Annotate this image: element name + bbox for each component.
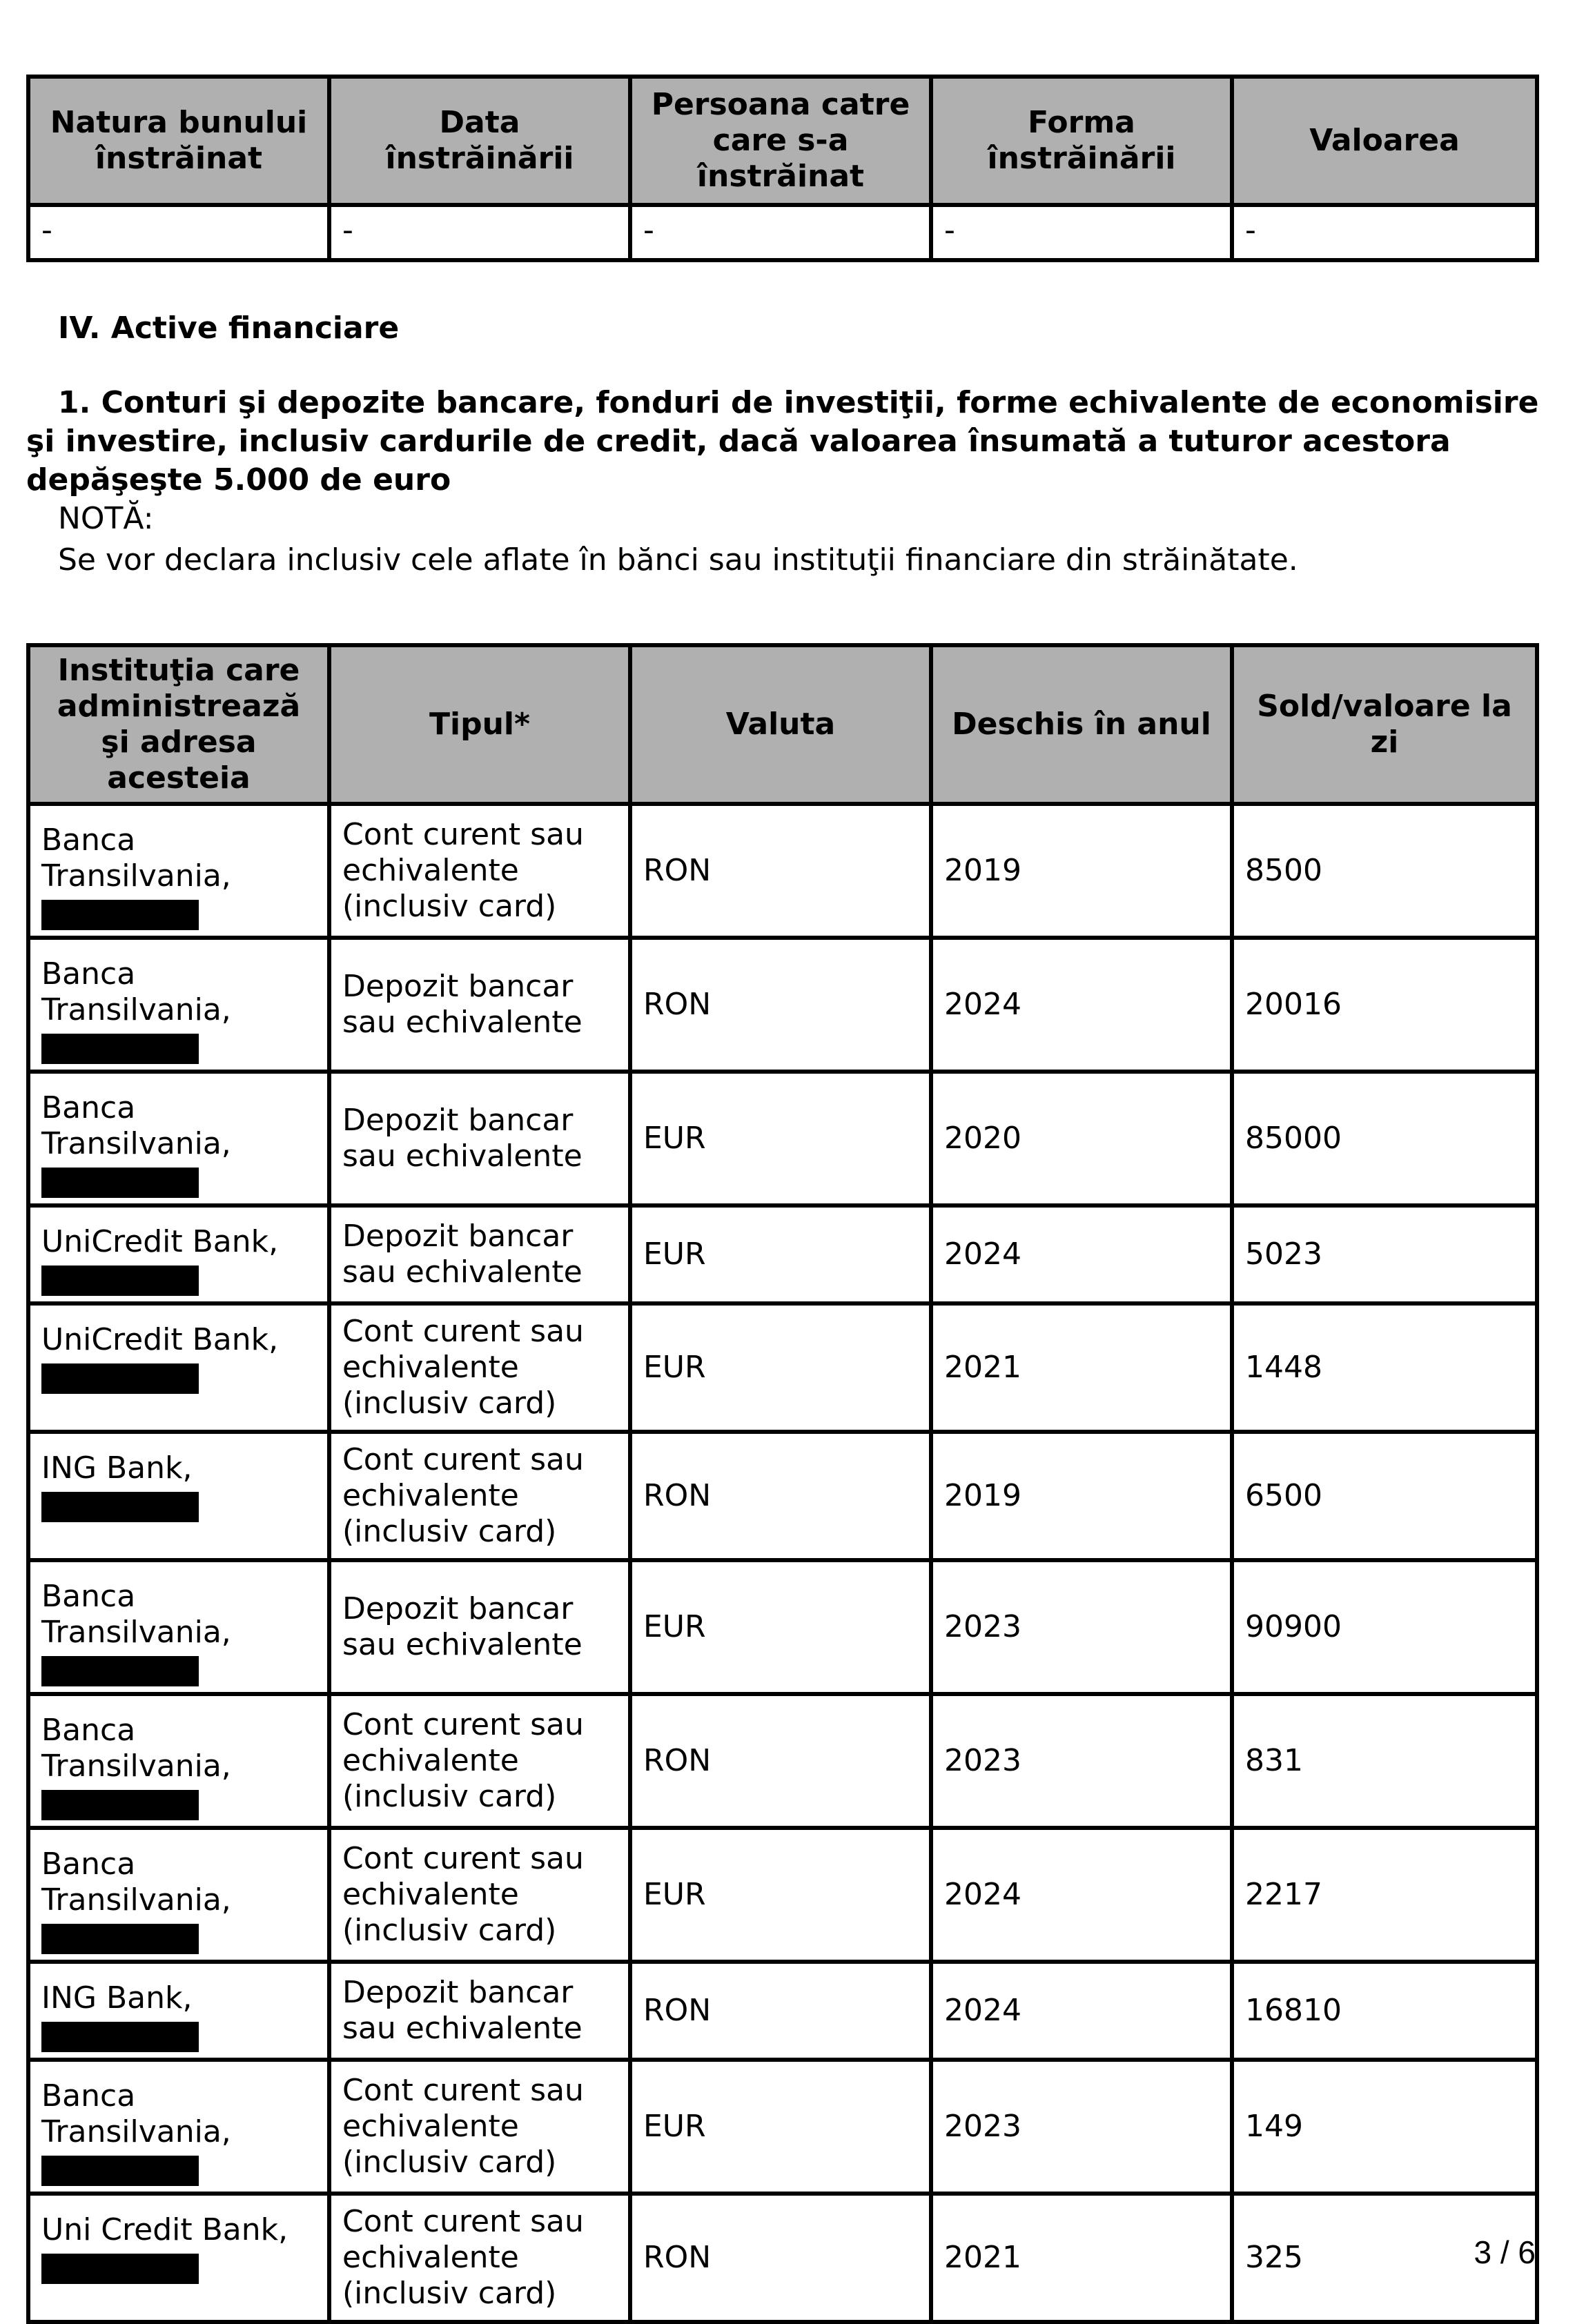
institution-name: Banca Transilvania, (41, 1847, 231, 1918)
table-header-row (28, 645, 1537, 804)
table-row (28, 938, 1537, 1072)
institution-name: Banca Transilvania, (41, 2078, 231, 2149)
currency-cell: RON (630, 1962, 931, 2060)
balance-cell: 20016 (1232, 938, 1537, 1072)
institution-name: Banca Transilvania, (41, 1579, 231, 1650)
table-cell: - (1232, 205, 1537, 260)
institution-name: Banca Transilvania, (41, 1090, 231, 1161)
balance-cell: 2217 (1232, 1828, 1537, 1962)
currency-cell: EUR (630, 2060, 931, 2194)
header-cell: Forma înstrăinării (931, 77, 1232, 205)
table-row (28, 804, 1537, 938)
table-row (28, 1205, 1537, 1303)
redacted-address (41, 1492, 199, 1522)
year-cell: 2023 (931, 2060, 1232, 2194)
table-cell: - (28, 205, 329, 260)
type-cell: Depozit bancar sau echivalente (329, 1962, 630, 2060)
table-row (28, 1560, 1537, 1694)
institution-cell (28, 938, 329, 1072)
currency-cell: RON (630, 938, 931, 1072)
currency-cell: RON (630, 1694, 931, 1828)
type-cell: Depozit bancar sau echivalente (329, 1205, 630, 1303)
type-cell: Cont curent sau echivalente (inclusiv card) (329, 2060, 630, 2194)
note-text: Se vor declara inclusiv cele aflate în bănci sau instituţii financiare din străinătate. (58, 542, 1298, 578)
year-cell: 2023 (931, 1694, 1232, 1828)
institution-name: ING Bank, (41, 1450, 193, 1486)
table-row (28, 1303, 1537, 1432)
table-row (28, 1432, 1537, 1560)
type-cell: Cont curent sau echivalente (inclusiv card) (329, 804, 630, 938)
institution-cell (28, 1303, 329, 1432)
redacted-address (41, 2254, 199, 2284)
currency-cell: EUR (630, 1560, 931, 1694)
financial-accounts-table (26, 643, 1539, 2324)
type-cell: Cont curent sau echivalente (inclusiv card) (329, 1432, 630, 1560)
institution-name: Uni Credit Bank, (41, 2212, 288, 2247)
table-cell: - (630, 205, 931, 260)
institution-cell (28, 2194, 329, 2322)
table-row (28, 205, 1537, 260)
type-cell: Depozit bancar sau echivalente (329, 1560, 630, 1694)
section-subtitle: 1. Conturi şi depozite bancare, fonduri de investiţii, forme echivalente de economisire şi investire, inclusiv cardurile de credit, dacă valoarea însumată a tuturor acestora depăşeşte 5.000 de euro (26, 385, 1539, 498)
year-cell: 2023 (931, 1560, 1232, 1694)
redacted-address (41, 2156, 199, 2186)
table-row (28, 2060, 1537, 2194)
institution-cell (28, 2060, 329, 2194)
institution-cell (28, 1432, 329, 1560)
currency-cell: EUR (630, 1828, 931, 1962)
note-label: NOTĂ: (58, 501, 154, 536)
institution-name: UniCredit Bank, (41, 1322, 279, 1357)
section-title: IV. Active financiare (58, 311, 400, 346)
balance-cell: 8500 (1232, 804, 1537, 938)
table-row (28, 1072, 1537, 1205)
institution-name: Banca Transilvania, (41, 1713, 231, 1784)
year-cell: 2021 (931, 2194, 1232, 2322)
institution-cell (28, 1828, 329, 1962)
institution-cell (28, 1560, 329, 1694)
institution-cell (28, 1694, 329, 1828)
accounts-table-body (28, 804, 1537, 2322)
currency-cell: EUR (630, 1303, 931, 1432)
redacted-address (41, 1924, 199, 1954)
table-row (28, 2194, 1537, 2322)
institution-cell (28, 1072, 329, 1205)
institution-name: UniCredit Bank, (41, 1224, 279, 1259)
year-cell: 2019 (931, 1432, 1232, 1560)
redacted-address (41, 2022, 199, 2052)
institution-cell (28, 1962, 329, 2060)
header-cell: Instituţia care administrează şi adresa acesteia (28, 645, 329, 804)
redacted-address (41, 1790, 199, 1820)
currency-cell: EUR (630, 1205, 931, 1303)
institution-cell (28, 804, 329, 938)
table-header-row (28, 77, 1537, 205)
header-cell: Sold/valoare la zi (1232, 645, 1537, 804)
header-cell: Valoarea (1232, 77, 1537, 205)
table-cell: - (931, 205, 1232, 260)
alienated-goods-table (26, 75, 1539, 262)
redacted-address (41, 1363, 199, 1394)
header-cell: Deschis în anul (931, 645, 1232, 804)
balance-cell: 325 (1232, 2194, 1537, 2322)
redacted-address (41, 1656, 199, 1686)
year-cell: 2021 (931, 1303, 1232, 1432)
balance-cell: 16810 (1232, 1962, 1537, 2060)
balance-cell: 149 (1232, 2060, 1537, 2194)
redacted-address (41, 900, 199, 930)
currency-cell: RON (630, 2194, 931, 2322)
redacted-address (41, 1034, 199, 1064)
balance-cell: 1448 (1232, 1303, 1537, 1432)
currency-cell: RON (630, 1432, 931, 1560)
balance-cell: 90900 (1232, 1560, 1537, 1694)
institution-cell (28, 1205, 329, 1303)
institution-name: ING Bank, (41, 1980, 193, 2016)
header-cell: Persoana catre care s-a înstrăinat (630, 77, 931, 205)
year-cell: 2024 (931, 1828, 1232, 1962)
header-cell: Natura bunului înstrăinat (28, 77, 329, 205)
page-number: 3 / 6 (1474, 2234, 1536, 2270)
currency-cell: EUR (630, 1072, 931, 1205)
type-cell: Depozit bancar sau echivalente (329, 1072, 630, 1205)
year-cell: 2020 (931, 1072, 1232, 1205)
table-row (28, 1962, 1537, 2060)
year-cell: 2019 (931, 804, 1232, 938)
year-cell: 2024 (931, 1205, 1232, 1303)
balance-cell: 85000 (1232, 1072, 1537, 1205)
institution-name: Banca Transilvania, (41, 956, 231, 1027)
type-cell: Cont curent sau echivalente (inclusiv card) (329, 1694, 630, 1828)
type-cell: Cont curent sau echivalente (inclusiv card) (329, 2194, 630, 2322)
table-cell: - (329, 205, 630, 260)
type-cell: Depozit bancar sau echivalente (329, 938, 630, 1072)
year-cell: 2024 (931, 938, 1232, 1072)
currency-cell: RON (630, 804, 931, 938)
balance-cell: 6500 (1232, 1432, 1537, 1560)
institution-name: Banca Transilvania, (41, 823, 231, 894)
header-cell: Valuta (630, 645, 931, 804)
type-cell: Cont curent sau echivalente (inclusiv card) (329, 1303, 630, 1432)
redacted-address (41, 1266, 199, 1296)
table-row (28, 1828, 1537, 1962)
balance-cell: 831 (1232, 1694, 1537, 1828)
year-cell: 2024 (931, 1962, 1232, 2060)
redacted-address (41, 1168, 199, 1198)
type-cell: Cont curent sau echivalente (inclusiv card) (329, 1828, 630, 1962)
table-row (28, 1694, 1537, 1828)
header-cell: Tipul* (329, 645, 630, 804)
header-cell: Data înstrăinării (329, 77, 630, 205)
balance-cell: 5023 (1232, 1205, 1537, 1303)
